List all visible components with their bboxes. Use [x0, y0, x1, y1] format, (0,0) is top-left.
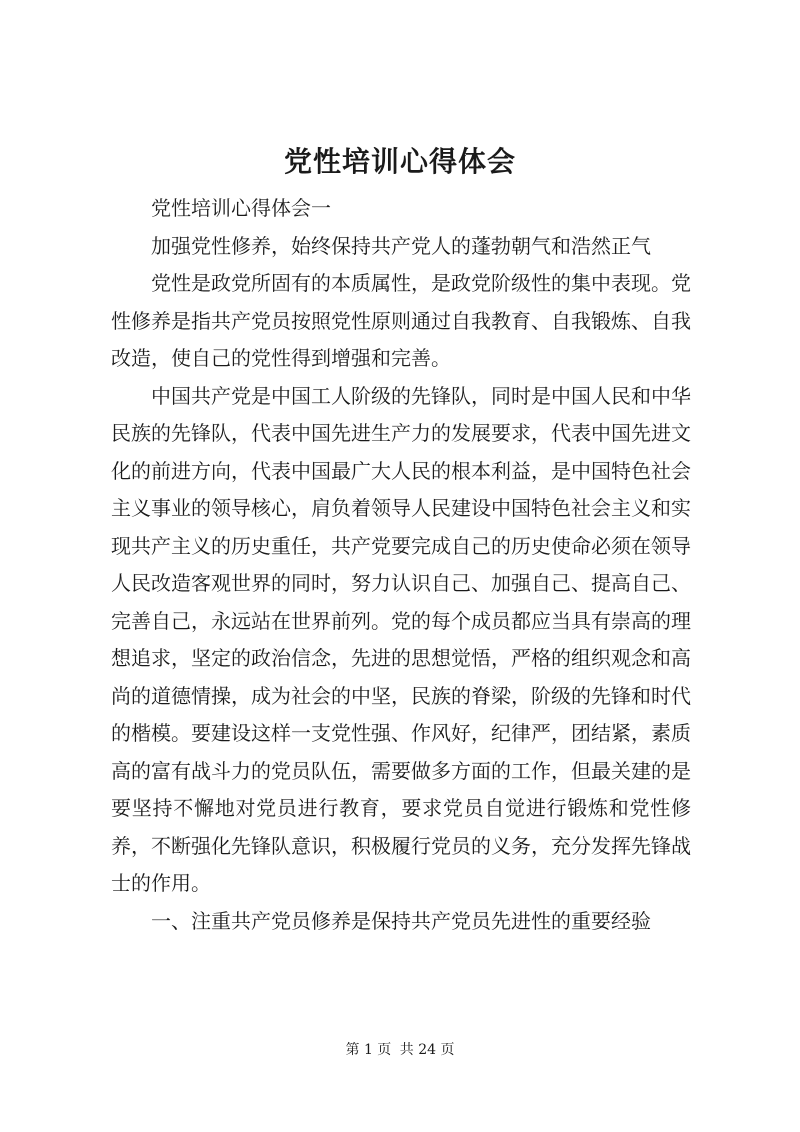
paragraph-section-heading: 一、注重共产党员修养是保持共产党员先进性的重要经验 — [151, 908, 651, 933]
page-number: 第 1 页 — [345, 1042, 392, 1058]
document-body — [111, 190, 691, 940]
paragraph-body: 中国共产党是中国工人阶级的先锋队，同时是中国人民和中华民族的先锋队，代表中国先进生产力的发展要求，代表中国先进文化的前进方向，代表中国最广大人民的根本利益，是中国特色社会主义事业的领导核心，肩负着领导人民建设中国特色社会主义和实现共产主义的历史重任，共产党要完成自己的历史使命必须在领导人民改造客观世界的同时，努力认识自己、加强自己、提高自己、完善自己，永远站在世界前列。党的每个成员都应当具有崇高的理想追求，坚定的政治信念，先进的思想觉悟，严格的组织观念和高尚的道德情操，成为社会的中坚，民族的脊梁，阶级的先锋和时代的楷模。要建设这样一支党性强、作风好，纪律严，团结紧，素质高的富有战斗力的党员队伍，需要做多方面的工作，但最关建的是要坚持不懈地对党员进行教育，要求党员自觉进行锻炼和党性修养，不断强化先锋队意识，积极履行党员的义务，充分发挥先锋战士的作用。 — [111, 383, 691, 895]
page-footer — [0, 1040, 800, 1060]
page-total: 共 24 页 — [399, 1042, 455, 1058]
paragraph-body: 党性是政党所固有的本质属性，是政党阶级性的集中表现。党性修养是指共产党员按照党性原则通过自我教育、自我锻炼、自我改造，使自己的党性得到增强和完善。 — [111, 271, 691, 370]
paragraph-heading: 加强党性修养，始终保持共产党人的蓬勃朝气和浩然正气 — [151, 233, 651, 258]
paragraph-subtitle: 党性培训心得体会一 — [151, 196, 331, 220]
document-title: 党性培训心得体会 — [283, 145, 516, 178]
